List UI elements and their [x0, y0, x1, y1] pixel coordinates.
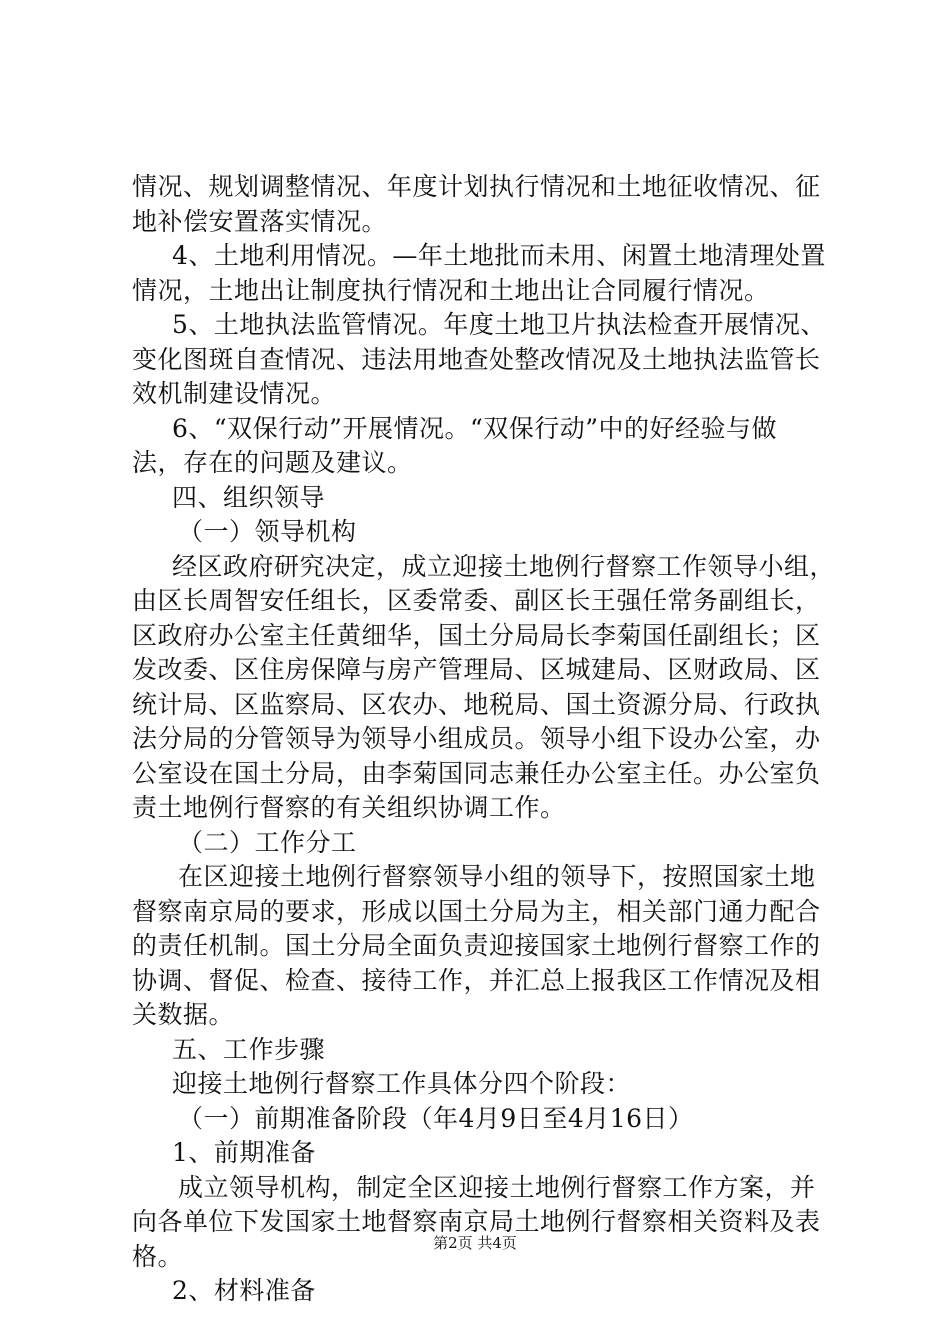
text-line: （一）前期准备阶段（年4月9日至4月16日）: [178, 1103, 694, 1133]
text-line: 由区长周智安任组长，区委常委、副区长王强任常务副组长，: [132, 586, 821, 615]
text-line: 责土地例行督察的有关组织协调工作。: [132, 793, 566, 822]
text-line: 4、土地利用情况。—年土地批而未用、闲置土地清理处置: [172, 241, 826, 270]
text-line: 法分局的分管领导为领导小组成员。领导小组下设办公室，办: [132, 724, 821, 753]
text-line: 成立领导机构，制定全区迎接土地例行督察工作方案，并: [178, 1172, 816, 1202]
text-line: 迎接土地例行督察工作具体分四个阶段：: [172, 1069, 632, 1098]
text-line: 区政府办公室主任黄细华，国土分局局长李菊国任副组长；区: [132, 620, 821, 650]
text-line: 统计局、区监察局、区农办、地税局、国土资源分局、行政执: [132, 689, 821, 719]
text-line: 关数据。: [132, 1000, 235, 1029]
text-line: 变化图斑自查情况、违法用地查处整改情况及土地执法监管长: [132, 344, 821, 374]
text-line: 的责任机制。国土分局全面负责迎接国家土地例行督察工作的: [132, 931, 821, 960]
text-line: 在区迎接土地例行督察领导小组的领导下，按照国家土地: [178, 862, 816, 891]
text-line: 向各单位下发国家土地督察南京局土地例行督察相关资料及表: [132, 1207, 821, 1236]
text-line: 四、组织领导: [172, 482, 326, 512]
text-line: （一）领导机构: [178, 517, 357, 546]
text-line: 公室设在国土分局，由李菊国同志兼任办公室主任。办公室负: [132, 758, 821, 788]
text-line: 情况，土地出让制度执行情况和土地出让合同履行情况。: [132, 275, 770, 305]
text-line: 6、“双保行动”开展情况。“双保行动”中的好经验与做: [172, 413, 778, 443]
page-footer: 第2页 共4页: [433, 1234, 517, 1252]
text-line: 1、前期准备: [172, 1138, 316, 1167]
text-line: 地补偿安置落实情况。: [132, 206, 388, 236]
text-line: 经区政府研究决定，成立迎接土地例行督察工作领导小组，: [172, 551, 836, 581]
text-line: 发改委、区住房保障与房产管理局、区城建局、区财政局、区: [132, 655, 821, 684]
text-line: 五、工作步骤: [172, 1034, 326, 1064]
text-line: 5、土地执法监管情况。年度土地卫片执法检查开展情况、: [172, 310, 826, 339]
text-line: 效机制建设情况。: [132, 379, 337, 408]
text-line: 情况、规划调整情况、年度计划执行情况和土地征收情况、征: [132, 172, 821, 201]
text-line: 协调、督促、检查、接待工作，并汇总上报我区工作情况及相: [132, 965, 821, 995]
document-body: [132, 170, 836, 1309]
text-line: 督察南京局的要求，形成以国土分局为主，相关部门通力配合: [132, 896, 821, 926]
text-line: （二）工作分工: [178, 827, 357, 857]
text-line: 法，存在的问题及建议。: [132, 448, 413, 477]
text-line: 格。: [132, 1241, 184, 1271]
text-line: 2、材料准备: [172, 1276, 316, 1305]
